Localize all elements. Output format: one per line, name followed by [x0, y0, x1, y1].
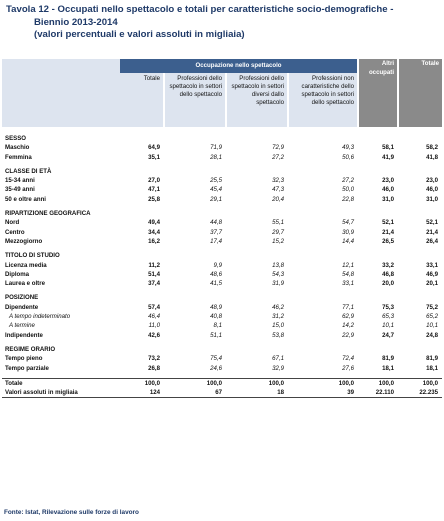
- row-label: A termine: [9, 322, 35, 330]
- totals-label: Totale: [2, 378, 120, 388]
- value-cell: 28,1: [210, 153, 222, 161]
- value-cell: 48,9: [210, 303, 222, 311]
- value-cell: 21,4: [382, 228, 395, 236]
- value-cell: 54,8: [342, 270, 355, 278]
- value-cell: 55,1: [272, 219, 284, 227]
- value-cell: 33,1: [342, 280, 355, 288]
- table-row: [2, 143, 442, 152]
- row-label: Mezzogiorno: [5, 237, 43, 245]
- header-row-top: [2, 59, 442, 73]
- header-totale: Totale: [398, 59, 442, 127]
- value-cell: 64,9: [148, 144, 160, 152]
- value-cell: 46,0: [382, 186, 395, 194]
- value-cell: 20,4: [272, 195, 284, 203]
- table-row: [2, 312, 442, 321]
- value-cell: 26,5: [382, 237, 395, 245]
- section-title: CLASSE DI ETÀ: [5, 167, 52, 175]
- header-sub-non-caratteristiche: Professioni non caratteristiche dello spettacolo in settori dello spettacolo: [288, 73, 358, 127]
- value-cell: 46,8: [382, 270, 395, 278]
- section-header-row: [2, 134, 442, 143]
- value-cell: 24,6: [210, 364, 222, 372]
- value-cell: 29,7: [272, 228, 284, 236]
- section-title: POSIZIONE: [5, 294, 39, 302]
- value-cell: 81,9: [426, 355, 439, 363]
- row-label: Tempo pieno: [5, 355, 43, 363]
- row-label: Diploma: [5, 270, 30, 278]
- spacer-cell: [2, 127, 442, 134]
- value-cell: 27,0: [148, 177, 160, 185]
- value-cell: 8,1: [213, 322, 222, 330]
- value-cell: 14,2: [342, 322, 355, 330]
- value-cell: 11,0: [148, 322, 160, 330]
- value-cell: 22,8: [342, 195, 355, 203]
- table-row: [2, 176, 442, 185]
- data-table: [2, 59, 442, 398]
- value-cell: 57,4: [148, 303, 160, 311]
- value-cell: 49,4: [148, 219, 160, 227]
- table-row: [2, 303, 442, 312]
- value-cell: 62,9: [342, 313, 355, 321]
- row-label: Licenza media: [5, 261, 47, 269]
- value-cell: 15,2: [272, 237, 284, 245]
- title-line-2: Biennio 2013-2014: [34, 16, 118, 28]
- totals-value-cell: 100,0: [288, 378, 358, 388]
- value-cell: 24,7: [382, 331, 395, 339]
- value-cell: 24,8: [426, 331, 439, 339]
- value-cell: 33,1: [426, 261, 439, 269]
- value-cell: 27,2: [342, 177, 355, 185]
- table-row: [2, 237, 442, 246]
- table-row: [2, 228, 442, 237]
- totals-value-cell: 39: [288, 388, 358, 398]
- value-cell: 22,9: [342, 331, 355, 339]
- value-cell: 18,1: [426, 364, 439, 372]
- value-cell: 31,0: [382, 195, 395, 203]
- value-cell: 20,1: [426, 280, 439, 288]
- value-cell: 54,7: [342, 219, 355, 227]
- table-row: [2, 185, 442, 194]
- table-row: [2, 261, 442, 270]
- value-cell: 47,1: [148, 186, 160, 194]
- value-cell: 71,9: [210, 144, 222, 152]
- value-cell: 58,2: [426, 144, 439, 152]
- value-cell: 29,1: [210, 195, 222, 203]
- value-cell: 35,1: [148, 153, 160, 161]
- section-title: REGIME ORARIO: [5, 345, 56, 353]
- value-cell: 10,1: [426, 322, 439, 330]
- totals-value-cell: 18: [226, 388, 288, 398]
- value-cell: 65,3: [382, 313, 395, 321]
- value-cell: 26,4: [426, 237, 439, 245]
- value-cell: 27,6: [342, 364, 355, 372]
- row-label: 50 e oltre anni: [5, 195, 46, 203]
- value-cell: 23,0: [426, 177, 439, 185]
- table-row: [2, 354, 442, 363]
- value-cell: 48,6: [210, 270, 222, 278]
- section-title: TITOLO DI STUDIO: [5, 252, 60, 260]
- totals-label: Valori assoluti in migliaia: [2, 388, 120, 398]
- value-cell: 37,4: [148, 280, 160, 288]
- header-sub-prof-diversi: Professioni dello spettacolo in settori diversi dallo spettacolo: [226, 73, 288, 127]
- value-cell: 75,4: [210, 355, 222, 363]
- value-cell: 44,8: [210, 219, 222, 227]
- value-cell: 54,3: [272, 270, 284, 278]
- table-row: [2, 321, 442, 330]
- table-row: [2, 153, 442, 162]
- table-row: [2, 195, 442, 204]
- value-cell: 46,2: [272, 303, 284, 311]
- title-line-3: (valori percentuali e valori assoluti in migliaia): [34, 29, 245, 40]
- value-cell: 16,2: [148, 237, 160, 245]
- value-cell: 32,3: [272, 177, 284, 185]
- row-label: Centro: [5, 228, 25, 236]
- table-row: [2, 218, 442, 227]
- value-cell: 31,0: [426, 195, 439, 203]
- row-label: Tempo parziale: [5, 364, 49, 372]
- header-group-occupazione: Occupazione nello spettacolo: [120, 59, 358, 73]
- value-cell: 50,6: [342, 153, 355, 161]
- row-label: Dipendente: [5, 303, 39, 311]
- row-label: Femmina: [5, 153, 32, 161]
- value-cell: 34,4: [148, 228, 160, 236]
- row-label: Maschio: [5, 144, 30, 152]
- value-cell: 50,0: [342, 186, 355, 194]
- header-sub-totale: Totale: [120, 73, 164, 127]
- totals-value-cell: 22.110: [358, 388, 398, 398]
- value-cell: 32,9: [272, 364, 284, 372]
- value-cell: 45,4: [210, 186, 222, 194]
- value-cell: 81,9: [382, 355, 395, 363]
- value-cell: 37,7: [210, 228, 222, 236]
- table-title: [6, 4, 438, 42]
- spacer-row: [2, 127, 442, 134]
- value-cell: 65,2: [426, 313, 439, 321]
- row-label: Nord: [5, 219, 20, 227]
- value-cell: 25,5: [210, 177, 222, 185]
- value-cell: 75,3: [382, 303, 395, 311]
- value-cell: 10,1: [382, 322, 395, 330]
- value-cell: 72,4: [342, 355, 355, 363]
- row-label: Indipendente: [5, 331, 43, 339]
- value-cell: 46,4: [148, 313, 160, 321]
- section-header-row: [2, 167, 442, 176]
- value-cell: 9,9: [213, 261, 222, 269]
- value-cell: 26,8: [148, 364, 160, 372]
- value-cell: 72,9: [272, 144, 284, 152]
- value-cell: 15,0: [272, 322, 284, 330]
- totals-value-cell: 67: [164, 388, 226, 398]
- section-header-row: [2, 293, 442, 302]
- value-cell: 77,1: [342, 303, 355, 311]
- value-cell: 51,1: [210, 331, 222, 339]
- value-cell: 73,2: [148, 355, 160, 363]
- row-label: 15-34 anni: [5, 177, 35, 185]
- value-cell: 11,2: [148, 261, 160, 269]
- totals-value-cell: 100,0: [120, 378, 164, 388]
- totals-value-cell: 100,0: [164, 378, 226, 388]
- value-cell: 13,8: [272, 261, 284, 269]
- value-cell: 20,0: [382, 280, 395, 288]
- section-header-row: [2, 209, 442, 218]
- source-footnote: Fonte: Istat, Rilevazione sulle forze di lavoro: [4, 509, 139, 516]
- header-label-cell-2: [2, 73, 120, 127]
- value-cell: 27,2: [272, 153, 284, 161]
- value-cell: 46,9: [426, 270, 439, 278]
- value-cell: 31,2: [272, 313, 284, 321]
- value-cell: 31,9: [272, 280, 284, 288]
- totals-value-cell: 100,0: [358, 378, 398, 388]
- value-cell: 23,0: [382, 177, 395, 185]
- value-cell: 46,0: [426, 186, 439, 194]
- section-header-row: [2, 251, 442, 260]
- value-cell: 53,8: [272, 331, 284, 339]
- value-cell: 12,1: [342, 261, 355, 269]
- row-label: 35-49 anni: [5, 186, 35, 194]
- table-row: [2, 331, 442, 340]
- totals-row: [2, 388, 442, 398]
- value-cell: 30,9: [342, 228, 355, 236]
- header-altri-occupati: Altri occupati: [358, 59, 398, 127]
- value-cell: 33,2: [382, 261, 395, 269]
- value-cell: 21,4: [426, 228, 439, 236]
- value-cell: 18,1: [382, 364, 395, 372]
- value-cell: 42,6: [148, 331, 160, 339]
- value-cell: 41,9: [382, 153, 395, 161]
- value-cell: 75,2: [426, 303, 439, 311]
- value-cell: 47,3: [272, 186, 284, 194]
- header-label-cell: [2, 59, 120, 73]
- value-cell: 17,4: [210, 237, 222, 245]
- value-cell: 40,8: [210, 313, 222, 321]
- table-row: [2, 270, 442, 279]
- value-cell: 41,8: [426, 153, 439, 161]
- header-sub-prof-settori: Professioni dello spettacolo in settori dello spettacolo: [164, 73, 226, 127]
- section-header-row: [2, 345, 442, 354]
- table-row: [2, 279, 442, 288]
- row-label: Laurea e oltre: [5, 280, 45, 288]
- totals-row: [2, 378, 442, 388]
- value-cell: 14,4: [342, 237, 355, 245]
- row-label: A tempo indeterminato: [9, 313, 71, 321]
- value-cell: 51,4: [148, 270, 160, 278]
- value-cell: 41,5: [210, 280, 222, 288]
- value-cell: 49,3: [342, 144, 355, 152]
- value-cell: 58,1: [382, 144, 395, 152]
- value-cell: 25,8: [148, 195, 160, 203]
- table-row: [2, 364, 442, 373]
- totals-value-cell: 124: [120, 388, 164, 398]
- title-line-1: Tavola 12 - Occupati nello spettacolo e totali per caratteristiche socio-demografiche -: [6, 4, 394, 15]
- totals-value-cell: 22.235: [398, 388, 442, 398]
- value-cell: 52,1: [426, 219, 439, 227]
- section-title: SESSO: [5, 135, 26, 142]
- section-title: RIPARTIZIONE GEOGRAFICA: [5, 210, 91, 218]
- totals-value-cell: 100,0: [226, 378, 288, 388]
- value-cell: 52,1: [382, 219, 395, 227]
- totals-value-cell: 100,0: [398, 378, 442, 388]
- value-cell: 67,1: [272, 355, 284, 363]
